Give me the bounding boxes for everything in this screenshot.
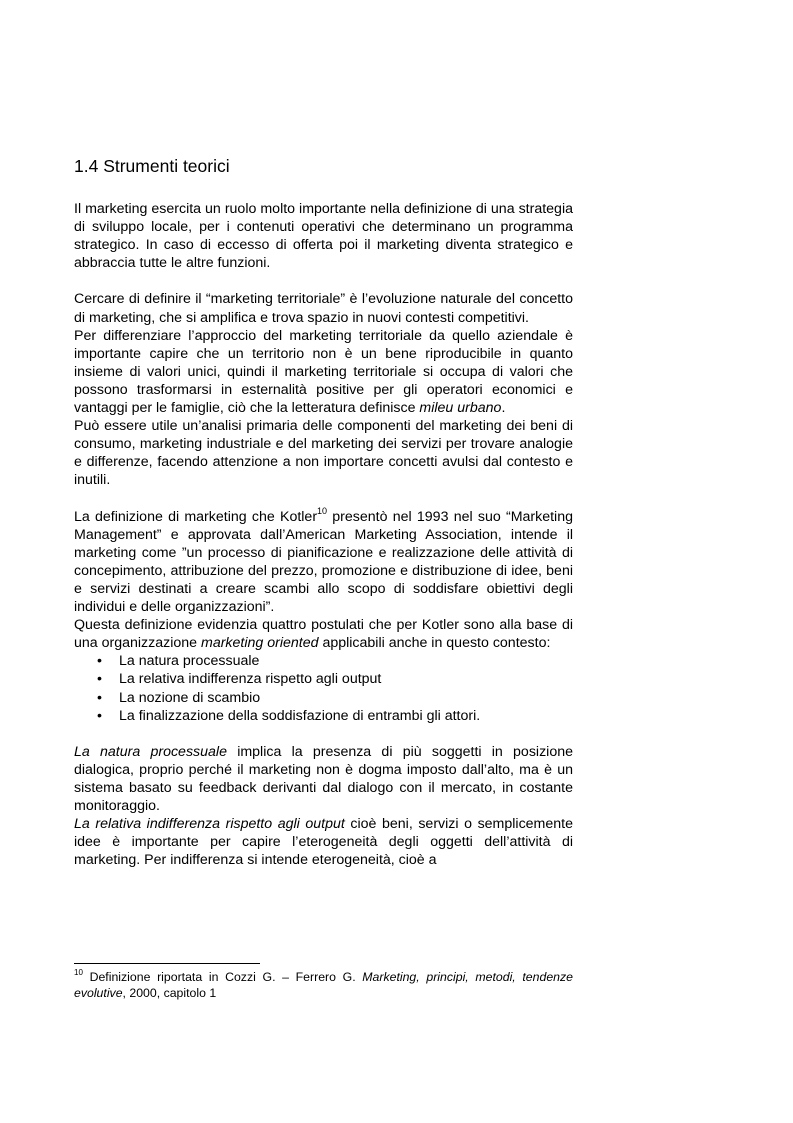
- paragraph-postulates: [74, 616, 573, 652]
- footnote-text: , 2000, capitolo 1: [122, 986, 217, 1000]
- paragraph-territorial-marketing: Cercare di definire il “marketing territoriale” è l’evoluzione naturale del concetto di marketing, che si amplifica e trova spazio in nuovi contesti competitivi.: [74, 291, 573, 326]
- italic-term: La relativa indifferenza rispetto agli output: [74, 816, 345, 833]
- list-item: [74, 670, 573, 688]
- paragraph-text: .: [501, 400, 506, 417]
- list-item-label: La relativa indifferenza rispetto agli output: [119, 671, 382, 688]
- italic-term: La natura processuale: [74, 743, 227, 760]
- bullet-icon: •: [97, 707, 102, 724]
- section-heading: 1.4 Strumenti teorici: [74, 156, 230, 176]
- list-item-label: La finalizzazione della soddisfazione di entrambi gli attori.: [119, 707, 481, 724]
- paragraph-text: cioè beni, servizi o semplicemente idee è importante per capire l’eterogeneità degli oggetti dell’attività di marketing. Per indifferenza si intende eterogeneità, cioè a: [74, 816, 573, 869]
- list-item: [74, 707, 573, 725]
- paragraph-text: presentò nel 1993 nel suo “Marketing Management” e approvata dall’American Marketing Association, intende il marketing come ”un processo di pianificazione e realizzazione delle attività di concepimento, attribuzione del prezzo, promozione e distribuzione di idee, beni e servizi destinati a creare scambi allo scopo di soddisfare obiettivi degli individui e delle organizzazioni”.: [74, 508, 573, 616]
- bullet-icon: •: [97, 671, 102, 688]
- footnote-number: 10: [74, 967, 83, 977]
- paragraph-analysis: Può essere utile un’analisi primaria delle componenti del marketing dei beni di consumo, marketing industriale e del marketing dei servizi per trovare analogie e differenze, facendo attenzione a non importare concetti avulsi dal contesto e inutili.: [74, 418, 573, 489]
- italic-term: marketing oriented: [201, 635, 319, 652]
- list-item: [74, 652, 573, 670]
- paragraph-marketing-strategy: Il marketing esercita un ruolo molto importante nella definizione di una strategia di sviluppo locale, per i contenuti operativi che determinano un programma strategico. In caso di eccesso di offerta poi il marketing diventa strategico e abbraccia tutte le altre funzioni.: [74, 201, 573, 272]
- footnote-text: Definizione riportata in Cozzi G. – Ferrero G.: [82, 970, 363, 984]
- bullet-icon: •: [97, 689, 102, 706]
- paragraph-text: La definizione di marketing che Kotler: [74, 508, 318, 525]
- footnote-divider: [74, 963, 260, 964]
- paragraph-text: implica la presenza di più soggetti in posizione dialogica, proprio perché il marketing non è dogma imposto dall’alto, ma è un sistema basato su feedback derivanti dal dialogo con il mercato, in costante monitoraggio.: [74, 743, 573, 815]
- body-text: [74, 200, 573, 869]
- paragraph-kotler-definition: [74, 505, 573, 617]
- list-item-label: La natura processuale: [119, 653, 260, 670]
- paragraph-text: applicabili anche in questo contesto:: [318, 635, 551, 652]
- footnote-book-title: Marketing, principi, metodi, tendenze evolutive: [74, 970, 573, 1000]
- bullet-icon: •: [97, 653, 102, 670]
- paragraph-natura-processuale: [74, 743, 573, 815]
- paragraph-indifferenza: [74, 815, 573, 869]
- footnote-reference: 10: [317, 505, 328, 516]
- italic-term: mileu urbano: [419, 400, 502, 417]
- list-item: [74, 689, 573, 707]
- footnote: [74, 969, 573, 1001]
- paragraph-text: Questa definizione evidenzia quattro postulati che per Kotler sono alla base di una organizzazione: [74, 617, 573, 652]
- paragraph-text: Per differenziare l’approccio del marketing territoriale da quello aziendale è importante capire che un territorio non è un bene riproducibile in quanto insieme di valori unici, quindi il marketing territoriale si occupa di valori che possono trasformarsi in esternalità positive per gli operatori economici e vantaggi per le famiglie, ciò che la letteratura definisce: [74, 327, 573, 417]
- list-item-label: La nozione di scambio: [119, 689, 261, 706]
- postulates-list: [74, 652, 573, 724]
- paragraph-differentiation: [74, 327, 573, 417]
